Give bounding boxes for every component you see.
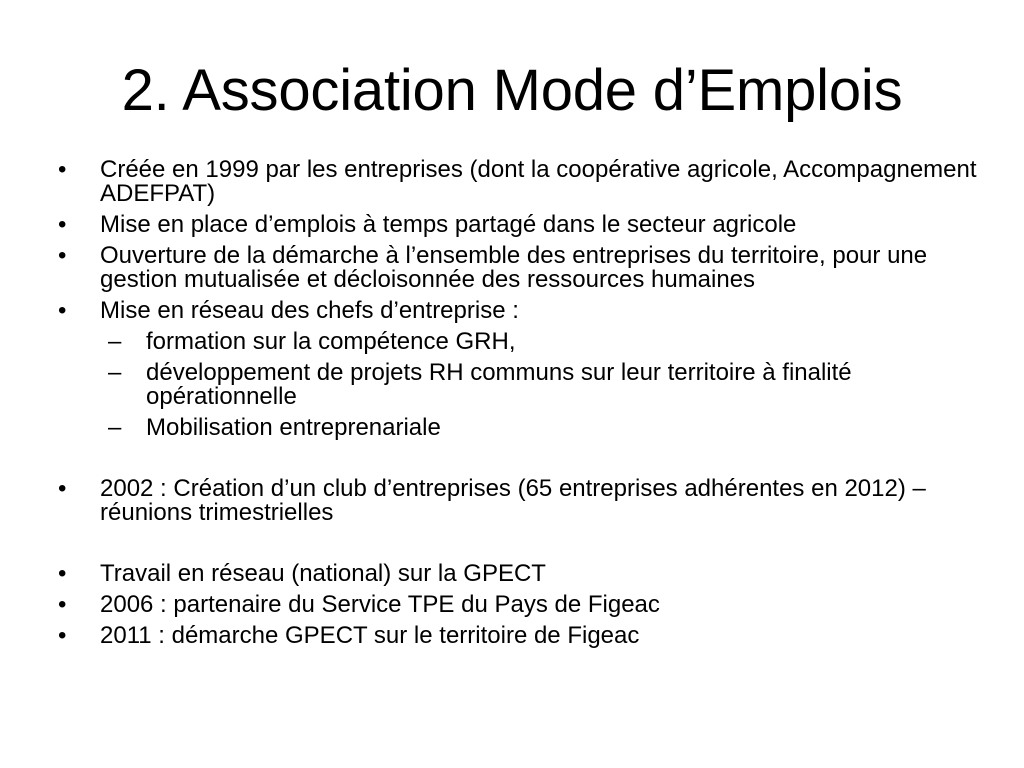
bullet-marker: • xyxy=(58,475,67,502)
bullet-marker: • xyxy=(58,156,67,183)
bullet-text: Ouverture de la démarche à l’ensemble des entreprises du territoire, pour une gestion mutualisée et décloisonnée des ressources humaines xyxy=(100,242,928,293)
bullet-marker: • xyxy=(58,242,67,269)
sub-item-text: développement de projets RH communs sur leur territoire à finalité opérationnelle xyxy=(146,359,852,410)
sub-item-mobilisation xyxy=(108,416,978,440)
bullet-text: 2006 : partenaire du Service TPE du Pays de Figeac xyxy=(100,591,660,618)
bullet-item-opening-approach xyxy=(58,244,978,292)
bullet-marker: • xyxy=(58,211,67,238)
bullet-item-network-gpect xyxy=(58,562,978,586)
sub-marker: – xyxy=(108,359,122,386)
bullet-item-gpect-2011 xyxy=(58,624,978,648)
bullet-item-shared-jobs xyxy=(58,213,978,237)
bullet-text: Travail en réseau (national) sur la GPECT xyxy=(100,560,546,587)
bullet-item-networking xyxy=(58,299,978,323)
sub-marker: – xyxy=(108,414,122,441)
bullet-item-partner-2006 xyxy=(58,593,978,617)
bullet-text: Créée en 1999 par les entreprises (dont la coopérative agricole, Accompagnement ADEFPAT) xyxy=(100,156,977,207)
bullet-text: 2011 : démarche GPECT sur le territoire de Figeac xyxy=(100,622,640,649)
slide-title: 2. Association Mode d’Emplois xyxy=(121,58,903,123)
sub-item-text: Mobilisation entreprenariale xyxy=(146,414,441,441)
bullet-marker: • xyxy=(58,560,67,587)
bullet-text: Mise en place d’emplois à temps partagé dans le secteur agricole xyxy=(100,211,797,238)
bullet-marker: • xyxy=(58,622,67,649)
bullet-marker: • xyxy=(58,591,67,618)
sub-item-text: formation sur la compétence GRH, xyxy=(146,328,516,355)
sub-item-grh-training xyxy=(108,330,978,354)
sub-marker: – xyxy=(108,328,122,355)
bullet-item-created-1999 xyxy=(58,158,978,206)
bullet-text: 2002 : Création d’un club d’entreprises (65 entreprises adhérentes en 2012) – réunions trimestrielles xyxy=(100,475,926,526)
bullet-marker: • xyxy=(58,297,67,324)
sub-item-rh-projects xyxy=(108,361,978,409)
bullet-list xyxy=(58,158,978,655)
bullet-item-club-2002 xyxy=(58,477,978,525)
bullet-text: Mise en réseau des chefs d’entreprise : xyxy=(100,297,519,324)
